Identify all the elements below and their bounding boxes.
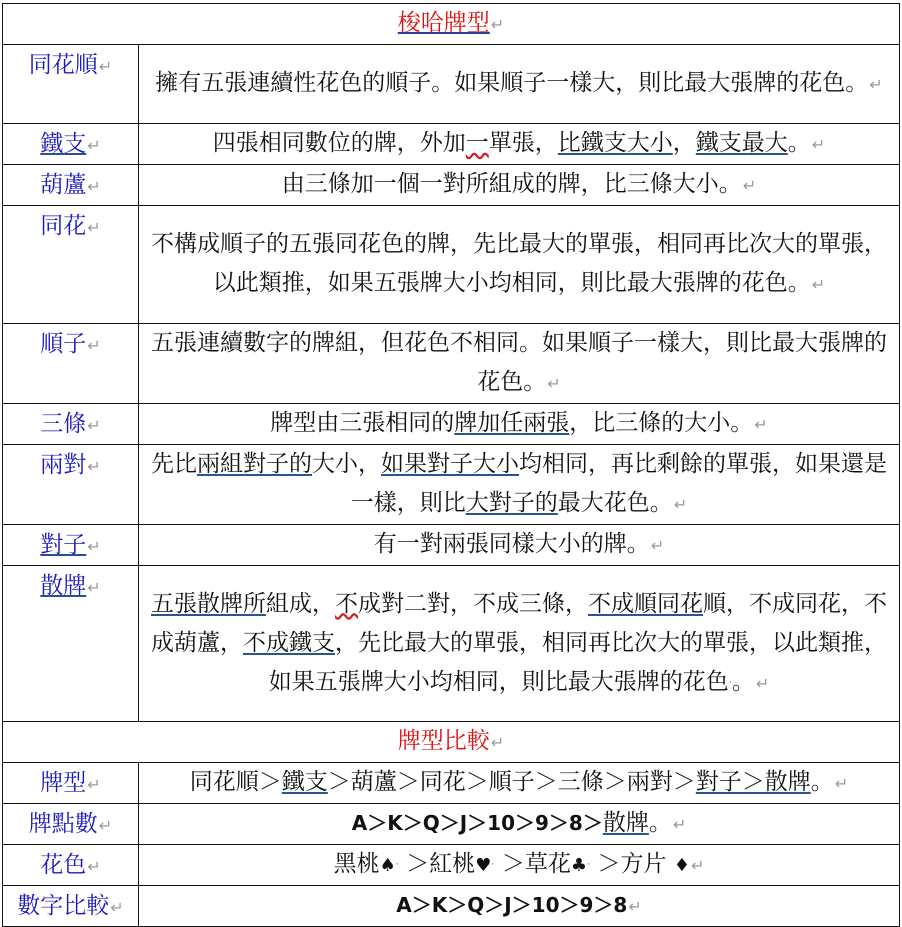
- underlined-text: 鐵支: [281, 769, 328, 795]
- rank-order-text: A＞K＞Q＞J＞10＞9＞8＞: [351, 811, 603, 835]
- paragraph-mark-icon: ↵: [87, 136, 101, 155]
- paragraph-mark-icon: ↵: [98, 816, 113, 835]
- text-segment: ＞紅桃: [398, 851, 476, 877]
- diamond-icon: ♦: [673, 855, 690, 876]
- spellcheck-text: 不: [335, 590, 358, 617]
- table-title-cell: [3, 4, 900, 45]
- hand-row: [3, 445, 900, 525]
- hand-name: 對子: [40, 532, 87, 558]
- paragraph-mark-icon: ↵: [547, 374, 561, 393]
- hand-name-cell: [3, 206, 139, 324]
- hand-name-cell: [3, 124, 139, 165]
- text-segment: 最大花色。: [557, 490, 673, 516]
- paragraph-mark-icon: ↵: [650, 536, 665, 555]
- space-mark-icon: ·: [395, 859, 399, 871]
- hand-name: 數字比較: [17, 893, 110, 919]
- hand-row: [3, 324, 900, 404]
- space-mark-icon: ·: [491, 859, 495, 871]
- hand-name: 葫蘆: [40, 172, 87, 198]
- description-cell: [139, 566, 900, 722]
- hand-name: 兩對: [40, 452, 87, 478]
- text-segment: 五張連續數字的牌組，但花色不相同。如果順子一樣大，則比最大張牌的花色。: [151, 330, 887, 395]
- text-segment: ＞草花: [494, 851, 571, 877]
- paragraph-mark-icon: ↵: [87, 537, 101, 556]
- underlined-text: 對子＞散牌: [695, 769, 811, 795]
- hand-name: 順子: [40, 331, 87, 357]
- hand-row: [3, 124, 900, 165]
- text-segment: 黑桃: [333, 851, 380, 877]
- paragraph-mark-icon: ↵: [628, 897, 642, 916]
- text-segment: 。: [648, 810, 672, 836]
- description-cell: [139, 763, 900, 804]
- hand-name: 散牌: [40, 573, 87, 599]
- hand-row: [3, 525, 900, 566]
- text-segment: 組成，: [266, 590, 335, 617]
- hand-name-cell: [3, 445, 139, 525]
- paragraph-mark-icon: ↵: [87, 578, 101, 597]
- comparison-row: [3, 886, 900, 927]
- description-cell: [139, 165, 900, 206]
- text-segment: 擁有五張連續性花色的順子。如果順子一樣大，則比最大張牌的花色。: [155, 70, 869, 96]
- hand-name-cell: [3, 886, 139, 927]
- paragraph-mark-icon: ↵: [834, 774, 849, 793]
- underlined-text: 如果對子大小: [381, 451, 519, 477]
- spellcheck-text: 一: [465, 130, 489, 156]
- poker-hands-table: [2, 3, 900, 927]
- hand-name: 牌型: [40, 770, 87, 796]
- text-segment: 順，不成同花，不成葫蘆，: [151, 590, 887, 656]
- underlined-text: 兩組對子的: [197, 451, 312, 477]
- text-segment: ＞葫蘆＞同花＞順子＞三條＞兩對＞: [327, 769, 696, 795]
- paragraph-mark-icon: ↵: [110, 898, 124, 917]
- paragraph-mark-icon: ↵: [87, 775, 101, 794]
- underlined-text: 五張散牌所: [151, 590, 266, 617]
- space-mark-icon: ·: [728, 677, 732, 688]
- underlined-text: 不成鐵支: [243, 629, 335, 656]
- paragraph-mark-icon: ↵: [87, 416, 101, 435]
- paragraph-mark-icon: ↵: [673, 495, 688, 514]
- hand-row: [3, 404, 900, 445]
- hand-name-cell: [3, 404, 139, 445]
- description-cell: [139, 804, 900, 845]
- paragraph-mark-icon: ↵: [690, 856, 705, 875]
- paragraph-mark-icon: ↵: [87, 218, 101, 237]
- description-cell: [139, 525, 900, 566]
- hand-name: 牌點數: [28, 811, 98, 837]
- paragraph-mark-icon: ↵: [87, 857, 101, 876]
- space-mark-icon: ·: [587, 859, 591, 871]
- description-cell: [139, 324, 900, 404]
- hand-name: 三條: [40, 411, 87, 437]
- table-title: 梭哈牌型: [397, 10, 490, 36]
- text-segment: ，: [672, 130, 696, 156]
- paragraph-mark-icon: ↵: [811, 275, 826, 294]
- paragraph-mark-icon: ↵: [87, 177, 101, 196]
- description-cell: [139, 845, 900, 886]
- paragraph-mark-icon: ↵: [811, 135, 826, 154]
- hand-name-cell: [3, 804, 139, 845]
- underlined-text: 比鐵支大小: [557, 130, 673, 156]
- underlined-text: 大對子的: [465, 490, 558, 516]
- description-cell: [139, 45, 900, 124]
- text-segment: 均相同，再比剩餘的單張，如果還是一樣，則比: [350, 451, 887, 516]
- text-segment: 。: [787, 130, 811, 156]
- paragraph-mark-icon: ↵: [98, 57, 113, 76]
- text-segment: 由三條加一個一對所組成的牌，比三條大小。: [281, 171, 742, 197]
- rank-order-text: A＞K＞Q＞J＞10＞9＞8: [396, 893, 628, 917]
- text-segment: ，比三條的大小。: [569, 410, 754, 436]
- club-icon: ♣: [570, 855, 588, 876]
- heart-icon: ♥: [475, 855, 492, 876]
- hand-name-cell: [3, 165, 139, 206]
- paragraph-mark-icon: ↵: [742, 176, 757, 195]
- underlined-text: 不成順同花: [588, 590, 703, 617]
- paragraph-mark-icon: ↵: [672, 815, 687, 834]
- underlined-text: 鐵支最大: [695, 130, 788, 156]
- paragraph-mark-icon: ↵: [87, 457, 101, 476]
- description-cell: [139, 886, 900, 927]
- paragraph-mark-icon: ↵: [755, 673, 770, 693]
- comparison-title-cell: [3, 722, 900, 763]
- paragraph-mark-icon: ↵: [869, 75, 883, 94]
- text-segment: 不構成順子的五張同花色的牌，先比最大的單張，相同再比次大的單張，以此類推，如果五張牌大小均相同，則比最大張牌的花色。: [151, 231, 887, 296]
- hand-name-cell: [3, 566, 139, 722]
- text-segment: 成對二對，不成三條，: [358, 590, 588, 617]
- hand-name-cell: [3, 525, 139, 566]
- text-segment: ，先比最大的單張，相同再比次大的單張，以此類推，如果五張牌大小均相同，則比最大張牌的花色: [268, 629, 887, 695]
- text-segment: 四張相同數位的牌，外加: [212, 130, 466, 156]
- comparison-row: [3, 763, 900, 804]
- text-segment: 有一對兩張同樣大小的牌。: [373, 531, 650, 557]
- description-cell: [139, 124, 900, 165]
- hand-row: [3, 45, 900, 124]
- paragraph-mark-icon: ↵: [87, 336, 101, 355]
- hand-row: [3, 566, 900, 722]
- description-cell: [139, 404, 900, 445]
- comparison-row: [3, 845, 900, 886]
- comparison-title-row: [3, 722, 900, 763]
- paragraph-mark-icon: ↵: [490, 15, 505, 34]
- underlined-text: 散牌: [602, 810, 649, 836]
- spade-icon: ♠: [379, 855, 396, 876]
- underlined-text: 牌加任兩張: [454, 410, 570, 436]
- hand-name-cell: [3, 45, 139, 124]
- hand-name: 鐵支: [40, 131, 87, 157]
- text-segment: 先比: [151, 451, 197, 477]
- hand-row: [3, 206, 900, 324]
- description-cell: [139, 206, 900, 324]
- hand-name-cell: [3, 324, 139, 404]
- hand-name: 同花: [40, 213, 87, 239]
- title-row: [3, 4, 900, 45]
- hand-row: [3, 165, 900, 206]
- hand-name: 花色: [40, 852, 87, 878]
- text-segment: 同花順＞: [189, 769, 282, 795]
- paragraph-mark-icon: ↵: [754, 415, 768, 434]
- description-cell: [139, 445, 900, 525]
- hand-name-cell: [3, 845, 139, 886]
- comparison-row: [3, 804, 900, 845]
- comparison-title: 牌型比較: [397, 728, 490, 754]
- text-segment: 。: [810, 769, 834, 795]
- hand-name: 同花順: [28, 52, 98, 78]
- text-segment: 大小，: [312, 451, 381, 477]
- hand-name-cell: [3, 763, 139, 804]
- paragraph-mark-icon: ↵: [490, 733, 505, 752]
- text-segment: ＞方片: [590, 851, 674, 877]
- text-segment: 單張，: [488, 130, 558, 156]
- text-segment: 。: [731, 668, 755, 695]
- text-segment: 牌型由三張相同的: [270, 410, 455, 436]
